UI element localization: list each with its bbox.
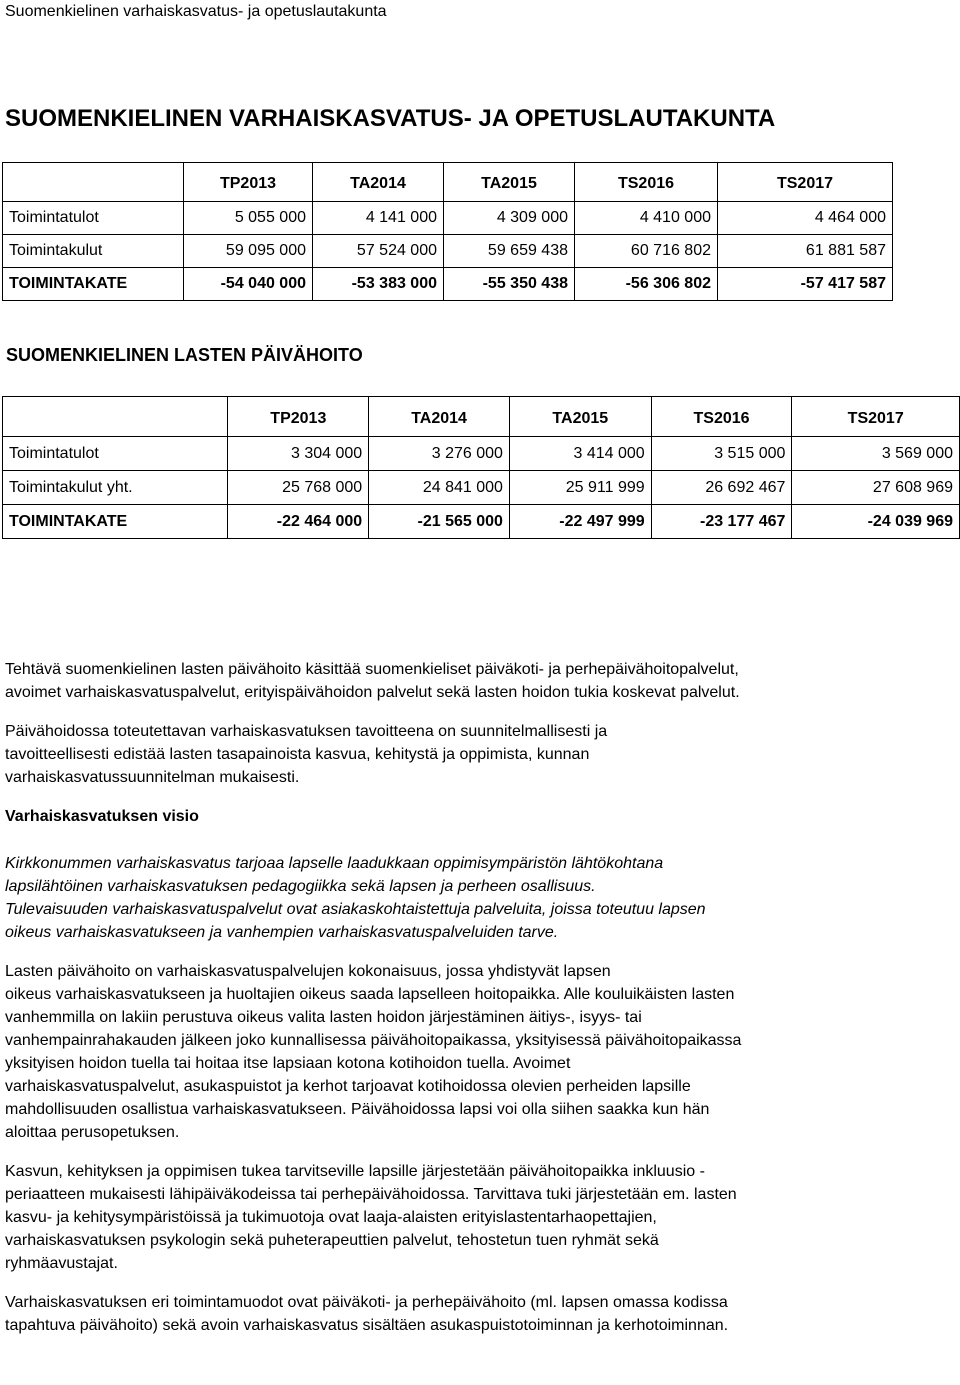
table-header-row — [3, 163, 893, 202]
text-line: Kasvun, kehityksen ja oppimisen tukea tarvitseville lapsille järjestetään päivähoitopaikka inkluusio - — [5, 1163, 705, 1180]
text-line: Tulevaisuuden varhaiskasvatuspalvelut ovat asiakaskohtaistettuja palveluita, joissa toteutuu lapsen — [5, 901, 706, 918]
table-cell: -54 040 000 — [184, 268, 313, 301]
column-header: TS2017 — [718, 163, 893, 202]
paragraph-task — [5, 658, 955, 704]
text-line: ryhmäavustajat. — [5, 1255, 118, 1272]
table-cell: 25 911 999 — [509, 471, 651, 505]
section-heading: Varhaiskasvatuksen visio — [5, 808, 199, 825]
table-row — [3, 202, 893, 235]
text-line: Päivähoidossa toteutettavan varhaiskasvatuksen tavoitteena on suunnitelmallisesti ja — [5, 723, 608, 740]
table-cell: -21 565 000 — [369, 505, 510, 539]
table-row — [3, 437, 960, 471]
table-cell: 3 515 000 — [651, 437, 792, 471]
paragraph-daycare — [5, 960, 955, 1144]
row-label: Toimintatulot — [3, 202, 184, 235]
row-label: Toimintakulut yht. — [3, 471, 228, 505]
text-line: oikeus varhaiskasvatukseen ja vanhempien varhaiskasvatuspalveluiden tarve. — [5, 924, 559, 941]
table-cell: 3 304 000 — [228, 437, 369, 471]
row-label: TOIMINTAKATE — [3, 268, 184, 301]
column-header — [3, 397, 228, 437]
table-row — [3, 235, 893, 268]
table-cell: 4 410 000 — [575, 202, 718, 235]
table-row-total — [3, 268, 893, 301]
text-line: periaatteen mukaisesti lähipäiväkodeissa tai perhepäivähoidossa. Tarvittava tuki järjestetään em. lasten — [5, 1186, 737, 1203]
section-title: SUOMENKIELINEN LASTEN PÄIVÄHOITO — [6, 345, 363, 365]
paragraph-vision — [5, 852, 955, 944]
daycare-finance-table — [2, 396, 960, 539]
table-cell: 24 841 000 — [369, 471, 510, 505]
text-line: tavoitteellisesti edistää lasten tasapainoista kasvua, kehitystä ja oppimista, kunnan — [5, 746, 590, 763]
table-cell: -56 306 802 — [575, 268, 718, 301]
table-cell: -57 417 587 — [718, 268, 893, 301]
table-cell: -53 383 000 — [313, 268, 444, 301]
text-line: varhaiskasvatussuunnitelman mukaisesti. — [5, 769, 300, 786]
table-cell: 26 692 467 — [651, 471, 792, 505]
row-label: Toimintatulot — [3, 437, 228, 471]
column-header: TS2017 — [792, 397, 960, 437]
text-line: Varhaiskasvatuksen eri toimintamuodot ovat päiväkoti- ja perhepäivähoito (ml. lapsen omassa kodissa — [5, 1294, 728, 1311]
column-header: TS2016 — [651, 397, 792, 437]
row-label: Toimintakulut — [3, 235, 184, 268]
text-line: varhaiskasvatuksen psykologin sekä puheterapeuttien palvelut, tehostetun tuen ryhmät sekä — [5, 1232, 659, 1249]
table-cell: 3 414 000 — [509, 437, 651, 471]
text-line: avoimet varhaiskasvatuspalvelut, erityispäivähoidon palvelut sekä lasten hoidon tukia koskevat palvelut. — [5, 684, 740, 701]
table-cell: -22 497 999 — [509, 505, 651, 539]
text-line: yksityisen hoidon tuella tai hoitaa itse lapsiaan kotona kotihoidon tuella. Avoimet — [5, 1055, 571, 1072]
table-cell: 3 276 000 — [369, 437, 510, 471]
table-row — [3, 471, 960, 505]
column-header: TP2013 — [184, 163, 313, 202]
body-text — [5, 658, 955, 1353]
table-cell: 4 309 000 — [444, 202, 575, 235]
table-cell: 3 569 000 — [792, 437, 960, 471]
table-cell: -55 350 438 — [444, 268, 575, 301]
text-line: lapsilähtöinen varhaiskasvatuksen pedagogiikka sekä lapsen ja perheen osallisuus. — [5, 878, 596, 895]
text-line: aloittaa perusopetuksen. — [5, 1124, 180, 1141]
table-cell: 5 055 000 — [184, 202, 313, 235]
table-cell: 60 716 802 — [575, 235, 718, 268]
column-header: TA2014 — [369, 397, 510, 437]
paragraph-support — [5, 1160, 955, 1275]
paragraph-goal — [5, 720, 955, 789]
table-cell: 27 608 969 — [792, 471, 960, 505]
text-line: oikeus varhaiskasvatukseen ja huoltajien oikeus saada lapselleen hoitopaikka. Alle kouluikäisten lasten — [5, 986, 735, 1003]
text-line: Kirkkonummen varhaiskasvatus tarjoaa lapselle laadukkaan oppimisympäristön lähtökohtana — [5, 855, 664, 872]
table-cell: -23 177 467 — [651, 505, 792, 539]
table-cell: 61 881 587 — [718, 235, 893, 268]
text-line: tapahtuva päivähoito) sekä avoin varhaiskasvatus sisältäen asukaspuistotoiminnan ja kerhotoiminnan. — [5, 1317, 729, 1334]
text-line: vanhemmilla on lakiin perustuva oikeus valita lasten hoidon järjestäminen äitiys-, isyys- tai — [5, 1009, 642, 1026]
text-line: Tehtävä suomenkielinen lasten päivähoito käsittää suomenkieliset päiväkoti- ja perhepäivähoitopalvelut, — [5, 661, 739, 678]
table-cell: 57 524 000 — [313, 235, 444, 268]
text-line: mahdollisuuden osallistua varhaiskasvatukseen. Päivähoidossa lapsi voi olla siihen saakka kun hän — [5, 1101, 710, 1118]
column-header: TP2013 — [228, 397, 369, 437]
table-cell: 4 141 000 — [313, 202, 444, 235]
running-header: Suomenkielinen varhaiskasvatus- ja opetuslautakunta — [5, 3, 387, 20]
paragraph-forms — [5, 1291, 955, 1337]
column-header: TA2015 — [509, 397, 651, 437]
text-line: varhaiskasvatuspalvelut, asukaspuistot ja kerhot tarjoavat kotihoidossa olevien perheiden lapsille — [5, 1078, 691, 1095]
table-cell: 59 659 438 — [444, 235, 575, 268]
table-cell: 25 768 000 — [228, 471, 369, 505]
table-cell: -24 039 969 — [792, 505, 960, 539]
column-header: TS2016 — [575, 163, 718, 202]
table-cell: 4 464 000 — [718, 202, 893, 235]
board-finance-table — [2, 162, 893, 301]
column-header: TA2014 — [313, 163, 444, 202]
table-cell: -22 464 000 — [228, 505, 369, 539]
table-row-total — [3, 505, 960, 539]
text-line: kasvu- ja kehitysympäristöissä ja tukimuotoja ovat laaja-alaisten erityislastentarhaopettajien, — [5, 1209, 657, 1226]
column-header — [3, 163, 184, 202]
table-cell: 59 095 000 — [184, 235, 313, 268]
table-header-row — [3, 397, 960, 437]
text-line: Lasten päivähoito on varhaiskasvatuspalvelujen kokonaisuus, jossa yhdistyvät lapsen — [5, 963, 611, 980]
row-label: TOIMINTAKATE — [3, 505, 228, 539]
text-line: vanhempainrahakauden jälkeen joko kunnallisessa päivähoitopaikassa, yksityisessä päivähoitopaikassa — [5, 1032, 742, 1049]
page-title: SUOMENKIELINEN VARHAISKASVATUS- JA OPETUSLAUTAKUNTA — [5, 105, 776, 132]
column-header: TA2015 — [444, 163, 575, 202]
